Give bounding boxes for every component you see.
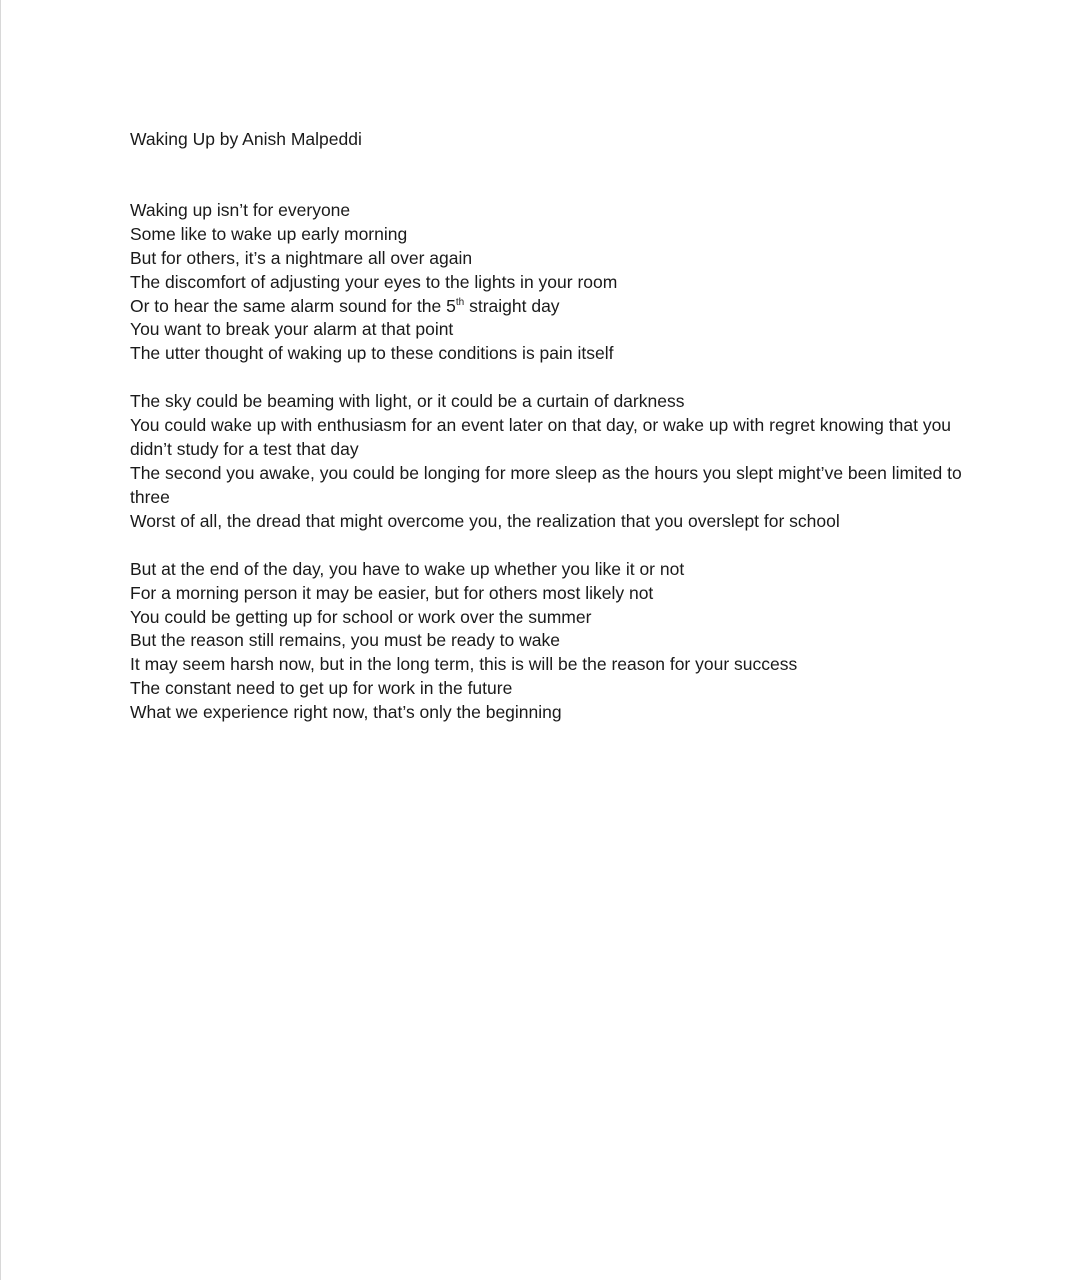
poem-line: Waking up isn’t for everyone <box>130 199 351 220</box>
poem-line: What we experience right now, that’s only the beginning <box>130 702 562 723</box>
poem-line: For a morning person it may be easier, but for others most likely not <box>130 582 654 603</box>
poem-line: The constant need to get up for work in the future <box>130 678 513 699</box>
poem-line: The sky could be beaming with light, or it could be a curtain of darkness <box>130 391 685 412</box>
poem-line: You want to break your alarm at that point <box>130 319 454 340</box>
poem-line: But at the end of the day, you have to wake up whether you like it or not <box>130 558 685 579</box>
poem-line: The utter thought of waking up to these conditions is pain itself <box>130 343 614 364</box>
poem-line: The discomfort of adjusting your eyes to the lights in your room <box>130 271 618 292</box>
poem-line: It may seem harsh now, but in the long term, this is will be the reason for your success <box>130 654 798 675</box>
poem-line-text: straight day <box>464 295 560 316</box>
poem-line: Worst of all, the dread that might overcome you, the realization that you overslept for school <box>130 510 840 531</box>
ordinal-suffix: th <box>455 296 465 308</box>
poem-line: The second you awake, you could be longing for more sleep as the hours you slept might’ve been limited to three <box>130 462 967 507</box>
poem-line: You could be getting up for school or work over the summer <box>130 606 592 627</box>
stanza-1 <box>130 199 990 366</box>
poem-line: But the reason still remains, you must be ready to wake <box>130 630 560 651</box>
stanza-2 <box>130 390 990 533</box>
poem-line: Some like to wake up early morning <box>130 223 408 244</box>
document-page <box>130 128 990 725</box>
page-edge <box>0 0 1 1280</box>
poem-line: But for others, it’s a nightmare all over again <box>130 247 473 268</box>
poem-line: You could wake up with enthusiasm for an event later on that day, or wake up with regret knowing that you didn’t study for a test that day <box>130 415 956 460</box>
poem-line <box>130 295 990 319</box>
poem-line-text: Or to hear the same alarm sound for the 5 <box>130 295 456 316</box>
poem-title: Waking Up by Anish Malpeddi <box>130 129 362 149</box>
stanza-3 <box>130 558 990 725</box>
